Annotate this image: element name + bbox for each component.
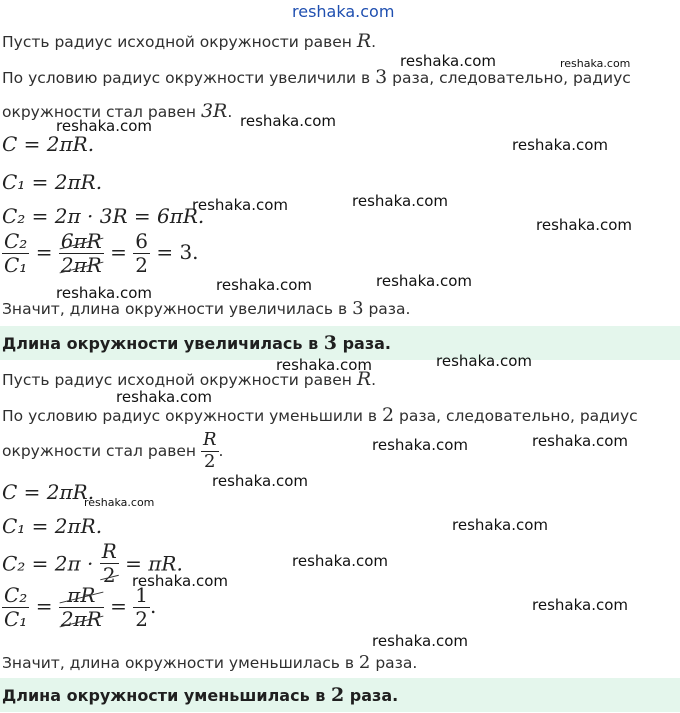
p2-eq3-frac [100,540,119,587]
p1-cond-val: 3R [200,100,228,122]
p2-cond-c: окружности стал равен [2,442,197,461]
p2-ratio-mid [59,584,104,631]
p2-cond-frac-den: 2 [204,450,216,472]
p1-cond-c: окружности стал равен [2,103,197,121]
watermark: reshaka.com [56,117,152,135]
p2-eq1: C = 2πR. [2,480,95,504]
p2-concl-a: Значит, длина окружности уменьшилась в [2,654,354,672]
p2-ratio-lhs-den: C₁ [4,607,28,631]
watermark: reshaka.com [560,57,631,70]
p2-conclusion [2,652,417,673]
p2-answer-box [0,678,680,712]
p2-intro-text: Пусть радиус исходной окружности равен [2,371,352,389]
p1-concl-num: 3 [352,298,364,319]
watermark: reshaka.com [116,388,212,406]
watermark: reshaka.com [276,356,372,374]
p1-answer-num: 3 [323,332,337,354]
p1-condition-2: окружности стал равен 3R. [2,100,233,122]
p2-ratio-lhs [2,584,29,631]
p2-answer-a: Длина окружности уменьшилась в [2,686,326,705]
p2-cond-num: 2 [381,404,395,426]
p1-answer-b: раза. [342,334,391,353]
watermark: reshaka.com [56,284,152,302]
watermark: reshaka.com [240,112,336,130]
p1-answer-box [0,326,680,360]
p2-condition-2: окружности стал равен $\frac{R}{2}$ . [2,429,224,472]
watermark: reshaka.com [84,496,155,509]
p1-ratio-rhs-num: 6 [135,229,148,253]
p2-ratio-rhs [133,584,150,631]
watermark: reshaka.com [212,472,308,490]
watermark: reshaka.com [436,352,532,370]
p1-ratio-mid [59,230,104,277]
p2-ratio-rhs-den: 2 [135,607,148,631]
p2-concl-b: раза. [375,654,418,672]
p1-cond-num: 3 [375,66,388,88]
watermark: reshaka.com [216,276,312,294]
p2-answer-num: 2 [330,684,345,706]
site-header: reshaka.com [292,2,395,21]
p1-cond-a: По условию радиус окружности увеличили в [2,69,371,87]
p2-cond-a: По условию радиус окружности уменьшили в [2,407,378,425]
p1-ratio-lhs-num: C₂ [4,229,28,253]
p1-ratio-rhs [133,230,150,277]
p2-eq3-num: R [101,539,117,563]
p1-eq3: C₂ = 2π · 3R = 6πR. [2,204,205,228]
p1-condition [2,66,631,88]
p2-intro-var: R [356,368,372,390]
watermark: reshaka.com [512,136,608,154]
p2-answer-b: раза. [349,686,399,705]
p2-ratio-rhs-num: 1 [135,583,148,607]
watermark: reshaka.com [292,552,388,570]
p1-intro: Пусть радиус исходной окружности равен R. [2,30,377,52]
p1-eq2: C₁ = 2πR. [2,170,103,194]
p1-ratio-result: = 3. [156,240,199,264]
watermark: reshaka.com [192,196,288,214]
watermark: reshaka.com [372,632,468,650]
watermark: reshaka.com [132,572,228,590]
watermark: reshaka.com [352,192,448,210]
p2-ratio: $\frac{\text{C₂}}{\text{C₁}}$ = $\frac{\pi R}{2\pi R}$ = $\frac{1}{2}$ . [4,583,157,631]
p2-ratio-lhs-num: C₂ [4,583,28,607]
p2-cond-frac [201,430,219,472]
watermark: reshaka.com [372,436,468,454]
p2-eq3-den: 2 [100,564,119,587]
p2-eq3-rhs: = πR. [125,551,183,576]
watermark: reshaka.com [532,596,628,614]
p2-ratio-mid-num: πR [59,584,104,608]
watermark: reshaka.com [400,52,496,70]
p1-ratio: $\frac{\text{C₂}}{\text{C₁}}$ = $\frac{6\pi R}{2\pi R}$ = $\frac{6}{2}$ = 3. [4,229,199,277]
p1-concl-b: раза. [368,300,411,318]
p1-intro-var: R [356,30,372,52]
p1-eq1: C = 2πR. [2,132,95,156]
p2-cond-b: раза, следовательно, радиус [399,407,638,425]
p1-ratio-mid-num: 6πR [60,229,102,253]
p2-cond-frac-num: R [202,429,217,450]
p2-intro: Пусть радиус исходной окружности равен R. [2,368,377,390]
p2-ratio-mid-den: 2πR [60,607,102,631]
p1-concl-a: Значит, длина окружности увеличилась в [2,300,348,318]
p2-eq3-lhs: C₂ = 2π · [2,551,94,576]
p1-ratio-lhs [2,230,29,277]
p1-intro-text: Пусть радиус исходной окружности равен [2,33,352,51]
p1-cond-b: раза, следовательно, радиус [392,69,631,87]
p2-condition [2,404,638,426]
p1-answer-a: Длина окружности увеличилась в [2,334,319,353]
watermark: reshaka.com [376,272,472,290]
p1-ratio-mid-den: 2πR [60,253,102,277]
p2-concl-num: 2 [358,652,371,673]
p2-eq2: C₁ = 2πR. [2,514,103,538]
watermark: reshaka.com [536,216,632,234]
p1-ratio-rhs-den: 2 [135,253,148,277]
watermark: reshaka.com [532,432,628,450]
watermark: reshaka.com [452,516,548,534]
p1-ratio-lhs-den: C₁ [4,253,28,277]
